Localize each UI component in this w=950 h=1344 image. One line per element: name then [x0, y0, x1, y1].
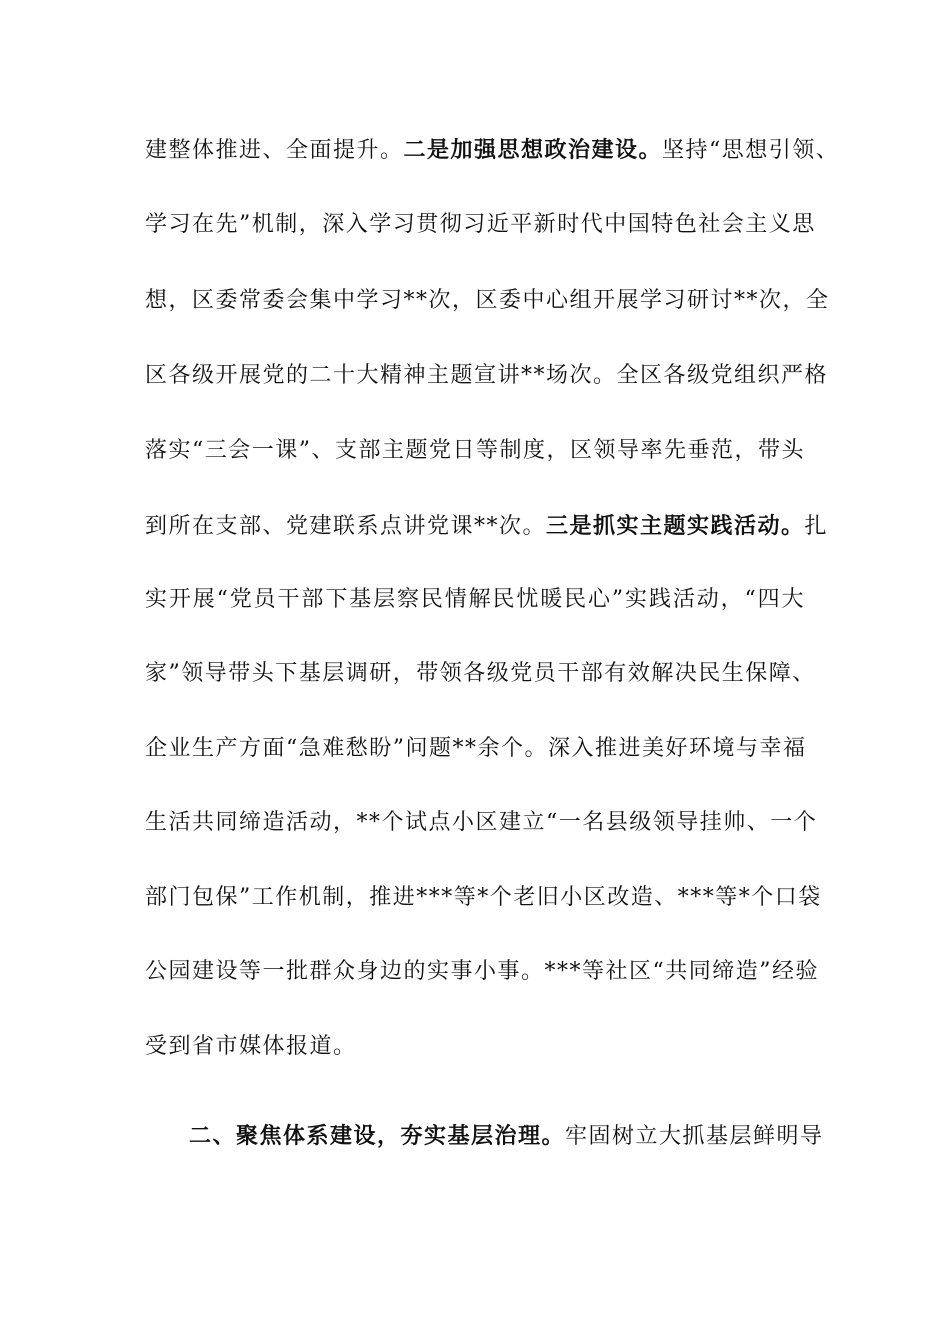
line-2-text: 学习在先”机制，深入学习贯彻习近平新时代中国特色社会主义思: [145, 212, 816, 237]
text-line-6: [145, 511, 829, 541]
line-6-heading: 三是抓实主题实践活动。: [546, 513, 805, 539]
section-heading-continuation: 牢固树立大抓基层鲜明导: [565, 1124, 824, 1149]
line-6-part-1: 到所在支部、党建联系点讲党课**次。: [145, 514, 547, 539]
line-13-text: 受到省市媒体报道。: [145, 1034, 357, 1059]
text-line-8: [145, 659, 816, 689]
line-8-text: 家”领导带头下基层调研，带领各级党员干部有效解决民生保障、: [145, 661, 816, 686]
text-line-5: [145, 436, 805, 466]
line-3-text: 想，区委常委会集中学习**次，区委中心组开展学习研讨**次，全: [145, 288, 830, 313]
text-line-3: [145, 286, 830, 316]
text-line-9: [145, 734, 805, 764]
line-1-heading: 二是加强思想政治建设。: [403, 137, 663, 163]
section-heading-line: [189, 1121, 824, 1151]
text-line-12: [145, 957, 819, 987]
text-line-11: [145, 883, 822, 913]
text-line-7: [145, 585, 805, 615]
section-heading: 二、聚焦体系建设，夯实基层治理。: [189, 1123, 566, 1149]
text-line-13: [145, 1032, 805, 1062]
line-11-text: 部门包保”工作机制，推进***等*个老旧小区改造、***等*个口袋: [145, 885, 822, 910]
line-6-part-3: 扎: [804, 514, 829, 539]
line-9-text: 企业生产方面“急难愁盼”问题**余个。深入推进美好环境与幸福: [145, 736, 807, 761]
line-5-text: 落实“三会一课”、支部主题党日等制度，区领导率先垂范，带头: [145, 438, 805, 463]
line-12-text: 公园建设等一批群众身边的实事小事。***等社区“共同缔造”经验: [145, 959, 819, 984]
text-line-2: [145, 210, 816, 240]
line-10-text: 生活共同缔造活动，**个试点小区建立“一名县级领导挂帅、一个: [145, 810, 818, 835]
line-1-part-3: 坚持“思想引领、: [662, 138, 840, 163]
line-1-part-1: 建整体推进、全面提升。: [145, 138, 404, 163]
text-line-1: [145, 135, 840, 165]
line-7-text: 实开展“党员干部下基层察民情解民忧暖民心”实践活动，“四大: [145, 587, 805, 612]
line-4-text: 区各级开展党的二十大精神主题宣讲**场次。全区各级党组织严格: [145, 363, 829, 388]
text-line-4: [145, 361, 829, 391]
text-line-10: [145, 808, 818, 838]
